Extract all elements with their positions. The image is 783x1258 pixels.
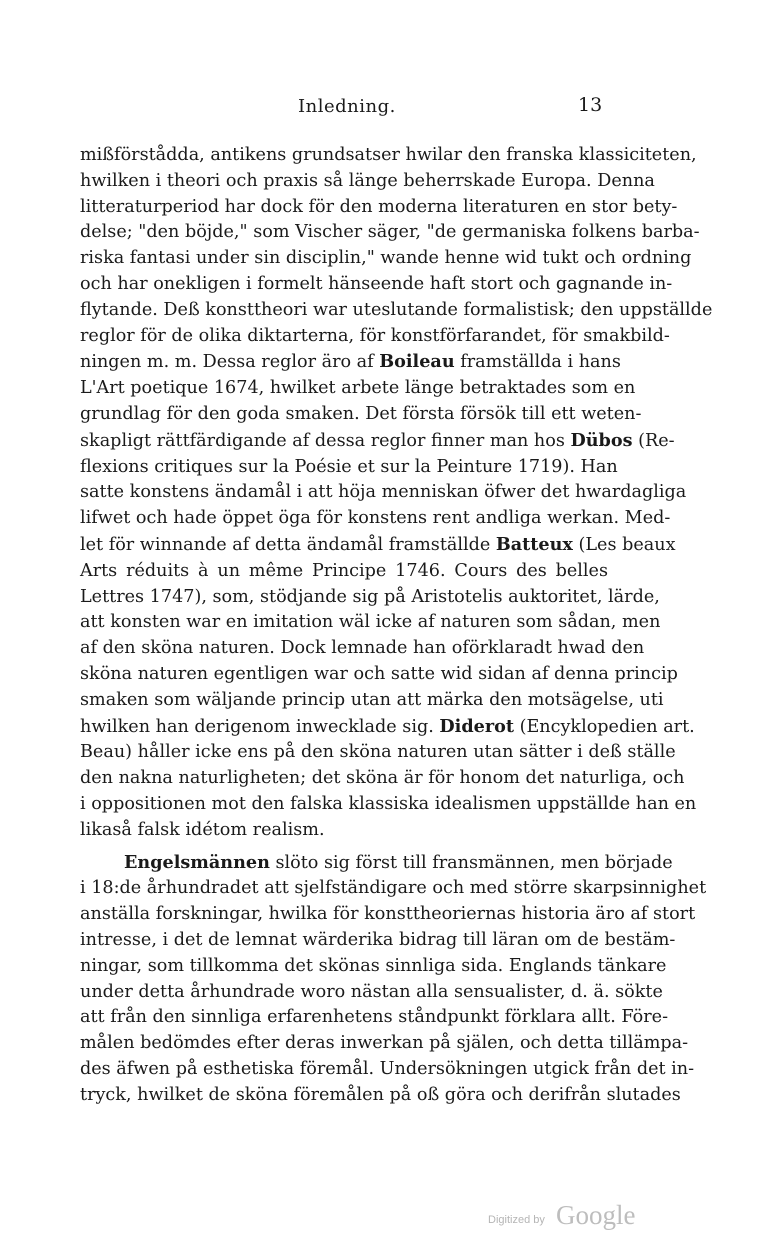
emphasized-term: Engelsmännen — [124, 851, 270, 873]
digitization-watermark — [488, 1200, 658, 1240]
text-line: af den sköna naturen. Dock lemnade han oförklaradt hwad den — [80, 638, 645, 659]
text-line: Lettres 1747), som, stödjande sig på Aristotelis auktoritet, lärde, — [80, 586, 660, 607]
text-line: Engelsmännen slöto sig först till fransmännen, men började — [124, 851, 673, 873]
text-line: i 18:de århundradet att sjelfständigare och med större skarpsinnighet — [80, 878, 707, 899]
running-head: Inledning. — [298, 96, 396, 117]
text-line: delse; "den böjde," som Vischer säger, "de germaniska folkens barba- — [80, 222, 700, 243]
text-line: under detta århundrade woro nästan alla sensualister, d. ä. sökte — [80, 981, 663, 1002]
text-line: riska fantasi under sin disciplin," wande henne wid tukt och ordning — [80, 248, 692, 269]
text-line: let för winnande af detta ändamål framställde Batteux (Les beaux — [80, 533, 676, 555]
text-line: tryck, hwilket de sköna föremålen på oß göra och derifrån slutades — [80, 1084, 681, 1105]
page-number: 13 — [578, 94, 603, 116]
emphasized-term: Batteux — [495, 533, 573, 555]
text-line: sköna naturen egentligen war och satte wid sidan af denna princip — [80, 663, 678, 684]
text-line: flytande. Deß konsttheori war uteslutande formalistisk; den uppställde — [80, 299, 713, 320]
text-line: lifwet och hade öppet öga för konstens rent andliga werkan. Med- — [80, 508, 671, 529]
text-line: smaken som wäljande princip utan att märka den motsägelse, uti — [80, 689, 664, 710]
text-line: Arts réduits à un même Principe 1746. Cours des belles — [80, 560, 608, 581]
paragraph-1 — [80, 143, 713, 844]
emphasized-term: Boileau — [379, 351, 455, 373]
text-line: intresse, i det de lemnat wärderika bidrag till läran om de bestäm- — [80, 929, 676, 950]
text-line: att konsten war en imitation wäl icke af naturen som sådan, men — [80, 612, 661, 633]
text-line: målen bedömdes efter deras inwerkan på själen, och detta tillämpa- — [80, 1033, 689, 1054]
text-line: ningar, som tillkomma det skönas sinnliga sida. Englands tänkare — [80, 955, 667, 976]
text-line: hwilken i theori och praxis så länge beherrskade Europa. Denna — [80, 170, 655, 191]
text-line: och har onekligen i formelt hänseende haft stort och gagnande in- — [80, 273, 673, 294]
text-line: grundlag för den goda smaken. Det första försök till ett weten- — [80, 403, 642, 424]
paragraph-2 — [80, 850, 707, 1109]
text-line: skapligt rättfärdigande af dessa reglor finner man hos Dübos (Re- — [80, 429, 675, 451]
text-line: litteraturperiod har dock för den moderna literaturen en stor bety- — [80, 196, 678, 217]
text-line: i oppositionen mot den falska klassiska idealismen uppställde han en — [80, 793, 697, 814]
text-line: reglor för de olika diktarterna, för konstförfarandet, för smakbild- — [80, 325, 670, 346]
text-line: mißförstådda, antikens grundsatser hwilar den franska klassiciteten, — [80, 145, 697, 165]
body-text — [80, 143, 713, 1108]
text-line: flexions critiques sur la Poésie et sur la Peinture 1719). Han — [80, 456, 618, 477]
text-line: satte konstens ändamål i att höja menniskan öfwer det hwardagliga — [80, 482, 687, 503]
text-line: anställa forskningar, hwilka för konsttheoriernas historia äro af stort — [80, 904, 696, 925]
text-line: des äfwen på esthetiska föremål. Undersökningen utgick från det in- — [80, 1058, 695, 1079]
text-line: likaså falsk idétom realism. — [80, 819, 325, 840]
text-line: den nakna naturligheten; det sköna är för honom det naturliga, och — [80, 768, 685, 789]
text-line: Beau) håller icke ens på den sköna naturen utan sätter i deß ställe — [80, 742, 676, 763]
text-line: L'Art poetique 1674, hwilket arbete länge betraktades som en — [80, 378, 636, 399]
emphasized-term: Dübos — [570, 429, 633, 451]
google-wordmark: Google — [556, 1200, 636, 1230]
text-line: att från den sinnliga erfarenhetens ståndpunkt förklara allt. Före- — [80, 1007, 669, 1028]
text-line: ningen m. m. Dessa reglor äro af Boileau framställda i hans — [80, 351, 621, 373]
text-line: hwilken han derigenom inweckl​ade sig. Diderot (Encyklopedien art. — [80, 715, 695, 737]
emphasized-term: Diderot — [439, 715, 514, 737]
page-header — [0, 96, 783, 126]
digitized-by-label: Digitized by — [488, 1214, 545, 1226]
